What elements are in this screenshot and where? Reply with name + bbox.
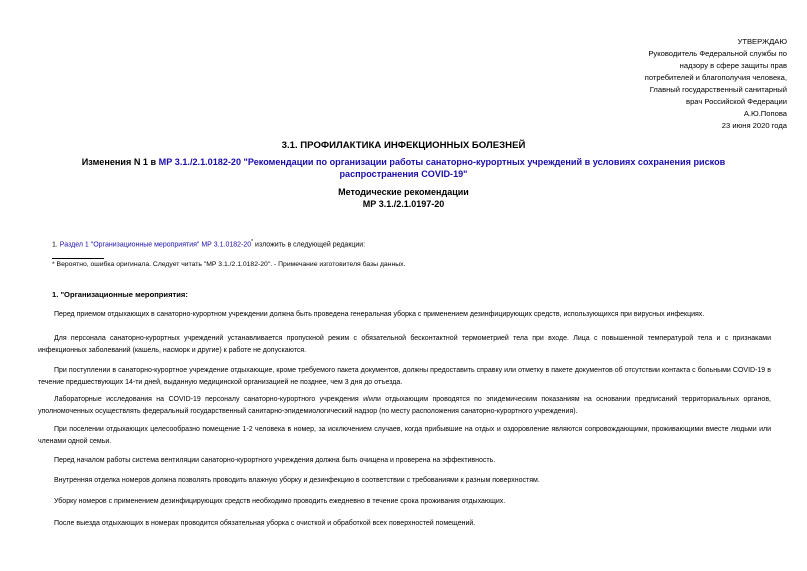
approval-line: надзору в сфере защиты прав xyxy=(679,61,787,70)
changes-title xyxy=(52,157,755,180)
paragraph: Перед началом работы система вентиляции санаторно-курортного учреждения должна быть очищена и проверена на эффективность. xyxy=(54,457,496,464)
approval-line: А.Ю.Попова xyxy=(743,109,787,118)
item-text: изложить в следующей редакции: xyxy=(253,241,366,249)
approval-line: Главный государственный санитарный xyxy=(649,85,787,94)
approval-line: УТВЕРЖДАЮ xyxy=(737,37,787,46)
changes-prefix: Изменения N 1 в xyxy=(81,157,159,167)
section-link[interactable]: Раздел 1 "Организационные мероприятия" МР 3.1.0182-20 xyxy=(59,241,252,249)
footnote: * Вероятно, ошибка оригинала. Следует читать "МР 3.1./2.1.0182-20". - Примечание изготовителя базы данных. xyxy=(52,261,406,268)
item-number: 1. xyxy=(52,241,60,249)
approval-line: Руководитель Федеральной службы по xyxy=(648,49,787,58)
paragraph: При поступлении в санаторно-курортное учреждение отдыхающие, кроме требуемого пакета документов, должны предоставить справку или отметку в пакете документов об отсутствии контакта с больными COVID-19 в течение предшествующих 14-ти дней, выданную медицинской организацией не позднее, чем 3 дня до отъезда. xyxy=(38,367,771,387)
paragraph: После выезда отдыхающих в номерах проводится обязательная уборка с очисткой и обработкой всех поверхностей помещений. xyxy=(54,520,476,527)
doc-number: МР 3.1./2.1.0197-20 xyxy=(362,199,445,209)
footnote-mark: * xyxy=(251,239,254,245)
item-1 xyxy=(52,236,785,252)
paragraph: Лабораторные исследования на COVID-19 персоналу санаторно-курортного учреждения и/или отдыхающим проводятся по эпидемическим показаниям на основании предписаний территориальных органов, уполномоченных осуществлять федеральный государственный санитарно-эпидемиологический надзор (по месту расположения санаторно-курортного учреждения). xyxy=(38,396,771,416)
approval-line: врач Российской Федерации xyxy=(686,97,787,106)
section-title: 3.1. ПРОФИЛАКТИКА ИНФЕКЦИОННЫХ БОЛЕЗНЕЙ xyxy=(281,140,526,151)
document-header xyxy=(0,186,807,210)
approval-line: потребителей и благополучия человека, xyxy=(644,73,787,82)
paragraph: Уборку номеров с применением дезинфицирующих средств необходимо проводить ежедневно в течение срока проживания отдыхающих. xyxy=(54,498,506,505)
paragraph: Для персонала санаторно-курортных учреждений устанавливается пропускной режим с обязательной бесконтактной термометрией тела при входе. Лица с повышенной температурой тела и с признаками инфекционных заболеваний (кашель, насморк и другие) к работе не допускаются. xyxy=(38,335,771,355)
doc-type: Методические рекомендации xyxy=(338,187,469,197)
paragraph: При поселении отдыхающих целесообразно помещение 1-2 человека в номер, за исключением случаев, когда прибывшие на отдых и оздоровление являются сопровождающими, проживающими вместе людьми или членами одной семьи. xyxy=(38,426,771,446)
changes-document-link[interactable]: МР 3.1./2.1.0182-20 "Рекомендации по организации работы санаторно-курортных учреждений в условиях сохранения рисков распространения COVID-19" xyxy=(158,157,726,179)
approval-block xyxy=(567,36,787,132)
paragraph: Перед приемом отдыхающих в санаторно-курортном учреждении должна быть проведена генеральная уборка с применением дезинфицирующих средств, использующихся при вирусных инфекциях. xyxy=(54,311,705,318)
section-heading: 1. "Организационные мероприятия: xyxy=(52,290,188,299)
approval-line: 23 июня 2020 года xyxy=(721,121,787,130)
paragraph: Внутренняя отделка номеров должна позволять проводить влажную уборку и дезинфекцию в соответствии с требованиями к разным поверхностям. xyxy=(54,477,540,484)
